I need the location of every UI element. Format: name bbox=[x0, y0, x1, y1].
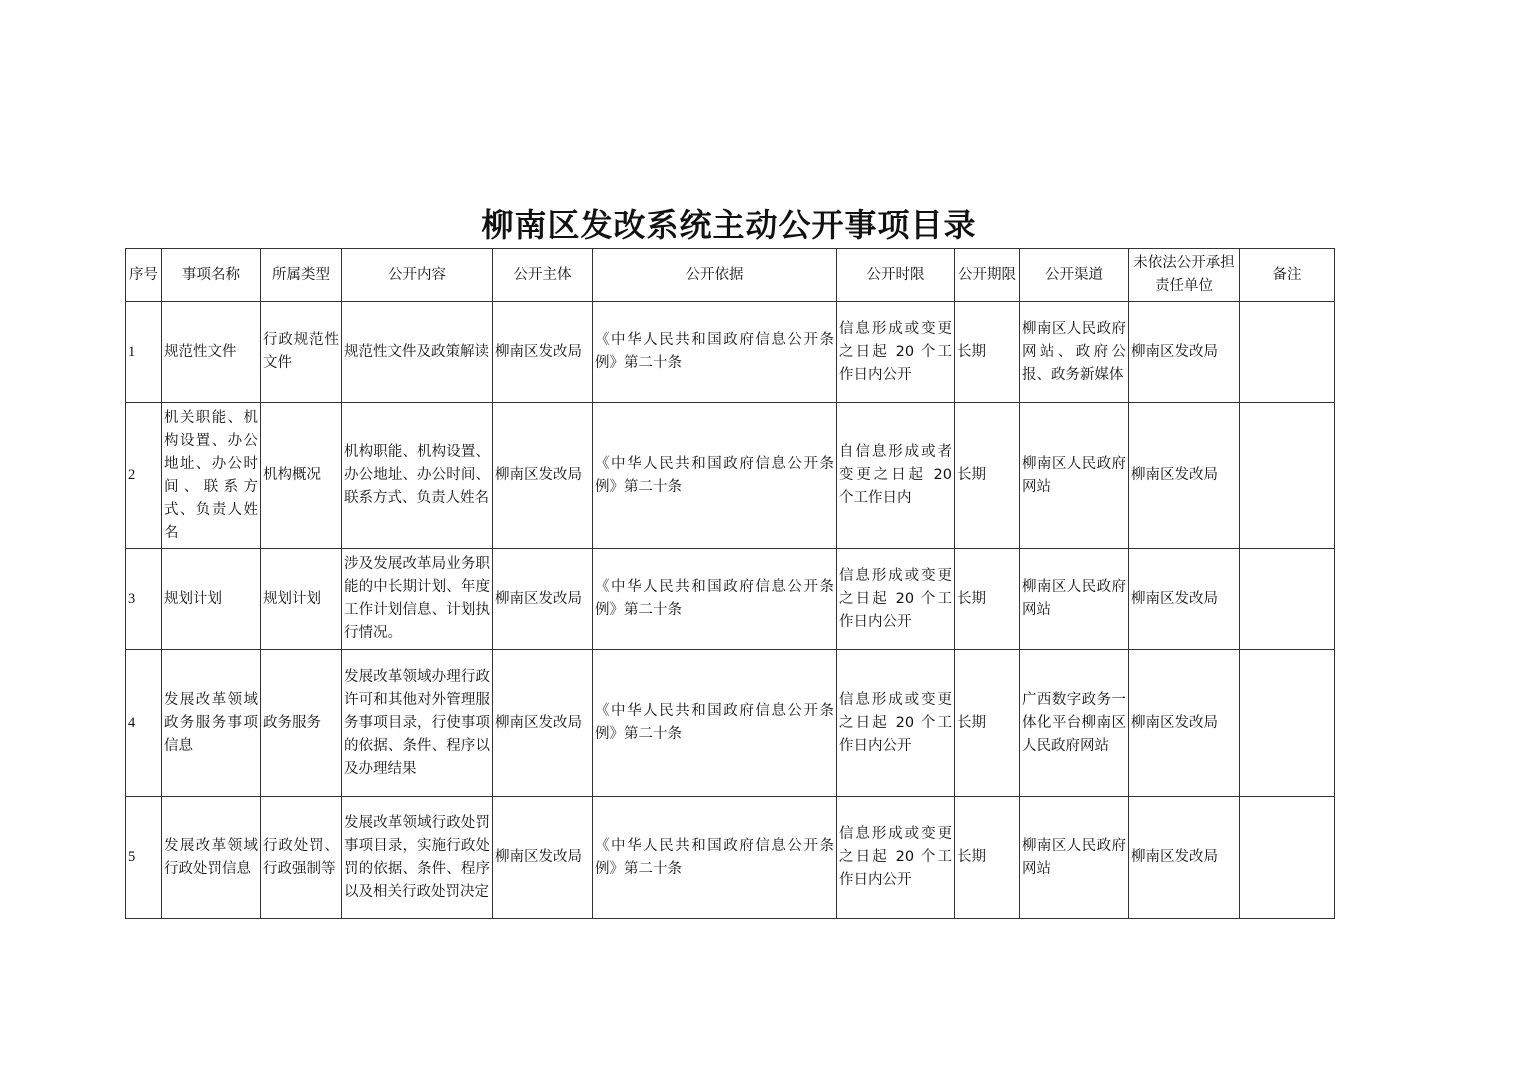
cell-subject: 柳南区发改局 bbox=[493, 549, 593, 650]
cell-subject: 柳南区发改局 bbox=[493, 302, 593, 403]
header-remark: 备注 bbox=[1240, 249, 1335, 302]
cell-unit: 柳南区发改局 bbox=[1129, 302, 1240, 403]
cell-seq: 2 bbox=[126, 403, 162, 549]
table-row bbox=[126, 650, 1335, 797]
disclosure-catalog-table bbox=[125, 248, 1335, 919]
cell-remark bbox=[1240, 302, 1335, 403]
cell-name: 机关职能、机构设置、办公地址、办公时间、联系方式、负责人姓名 bbox=[162, 403, 261, 549]
cell-channel: 广西数字政务一体化平台柳南区人民政府网站 bbox=[1020, 650, 1129, 797]
header-content: 公开内容 bbox=[342, 249, 493, 302]
cell-remark bbox=[1240, 797, 1335, 919]
cell-period: 长期 bbox=[955, 403, 1020, 549]
cell-content: 涉及发展改革局业务职能的中长期计划、年度工作计划信息、计划执行情况。 bbox=[342, 549, 493, 650]
header-subject: 公开主体 bbox=[493, 249, 593, 302]
cell-time: 信息形成或变更之日起 20 个工作日内公开 bbox=[837, 302, 955, 403]
cell-period: 长期 bbox=[955, 302, 1020, 403]
cell-name: 规范性文件 bbox=[162, 302, 261, 403]
cell-remark bbox=[1240, 549, 1335, 650]
header-type: 所属类型 bbox=[261, 249, 342, 302]
table-row bbox=[126, 403, 1335, 549]
cell-channel: 柳南区人民政府网站 bbox=[1020, 549, 1129, 650]
cell-unit: 柳南区发改局 bbox=[1129, 549, 1240, 650]
cell-channel: 柳南区人民政府网站 bbox=[1020, 797, 1129, 919]
cell-basis: 《中华人民共和国政府信息公开条例》第二十条 bbox=[593, 797, 837, 919]
header-channel: 公开渠道 bbox=[1020, 249, 1129, 302]
cell-type: 政务服务 bbox=[261, 650, 342, 797]
cell-seq: 3 bbox=[126, 549, 162, 650]
table-row bbox=[126, 797, 1335, 919]
cell-name: 发展改革领域政务服务事项信息 bbox=[162, 650, 261, 797]
cell-subject: 柳南区发改局 bbox=[493, 650, 593, 797]
cell-basis: 《中华人民共和国政府信息公开条例》第二十条 bbox=[593, 650, 837, 797]
document-title: 柳南区发改系统主动公开事项目录 bbox=[481, 206, 977, 244]
cell-remark bbox=[1240, 403, 1335, 549]
cell-time: 自信息形成或者变更之日起 20 个工作日内 bbox=[837, 403, 955, 549]
cell-basis: 《中华人民共和国政府信息公开条例》第二十条 bbox=[593, 549, 837, 650]
cell-channel: 柳南区人民政府网站、政府公报、政务新媒体 bbox=[1020, 302, 1129, 403]
cell-subject: 柳南区发改局 bbox=[493, 403, 593, 549]
header-time: 公开时限 bbox=[837, 249, 955, 302]
table-header-row bbox=[126, 249, 1335, 302]
header-period: 公开期限 bbox=[955, 249, 1020, 302]
cell-time: 信息形成或变更之日起 20 个工作日内公开 bbox=[837, 797, 955, 919]
cell-name: 规划计划 bbox=[162, 549, 261, 650]
cell-period: 长期 bbox=[955, 650, 1020, 797]
cell-type: 规划计划 bbox=[261, 549, 342, 650]
cell-unit: 柳南区发改局 bbox=[1129, 403, 1240, 549]
cell-seq: 1 bbox=[126, 302, 162, 403]
cell-basis: 《中华人民共和国政府信息公开条例》第二十条 bbox=[593, 302, 837, 403]
cell-unit: 柳南区发改局 bbox=[1129, 797, 1240, 919]
cell-channel: 柳南区人民政府网站 bbox=[1020, 403, 1129, 549]
cell-period: 长期 bbox=[955, 549, 1020, 650]
cell-unit: 柳南区发改局 bbox=[1129, 650, 1240, 797]
header-unit: 未依法公开承担责任单位 bbox=[1129, 249, 1240, 302]
cell-type: 行政处罚、行政强制等 bbox=[261, 797, 342, 919]
cell-subject: 柳南区发改局 bbox=[493, 797, 593, 919]
header-name: 事项名称 bbox=[162, 249, 261, 302]
cell-time: 信息形成或变更之日起 20 个工作日内公开 bbox=[837, 650, 955, 797]
cell-type: 机构概况 bbox=[261, 403, 342, 549]
cell-type: 行政规范性文件 bbox=[261, 302, 342, 403]
cell-seq: 4 bbox=[126, 650, 162, 797]
cell-content: 机构职能、机构设置、办公地址、办公时间、联系方式、负责人姓名 bbox=[342, 403, 493, 549]
header-seq: 序号 bbox=[126, 249, 162, 302]
cell-content: 规范性文件及政策解读 bbox=[342, 302, 493, 403]
header-basis: 公开依据 bbox=[593, 249, 837, 302]
cell-name: 发展改革领域行政处罚信息 bbox=[162, 797, 261, 919]
cell-period: 长期 bbox=[955, 797, 1020, 919]
cell-content: 发展改革领域办理行政许可和其他对外管理服务事项目录，行使事项的依据、条件、程序以及办理结果 bbox=[342, 650, 493, 797]
cell-time: 信息形成或变更之日起 20 个工作日内公开 bbox=[837, 549, 955, 650]
cell-content: 发展改革领域行政处罚事项目录，实施行政处罚的依据、条件、程序以及相关行政处罚决定 bbox=[342, 797, 493, 919]
cell-basis: 《中华人民共和国政府信息公开条例》第二十条 bbox=[593, 403, 837, 549]
cell-remark bbox=[1240, 650, 1335, 797]
cell-seq: 5 bbox=[126, 797, 162, 919]
table-row bbox=[126, 549, 1335, 650]
table-row bbox=[126, 302, 1335, 403]
